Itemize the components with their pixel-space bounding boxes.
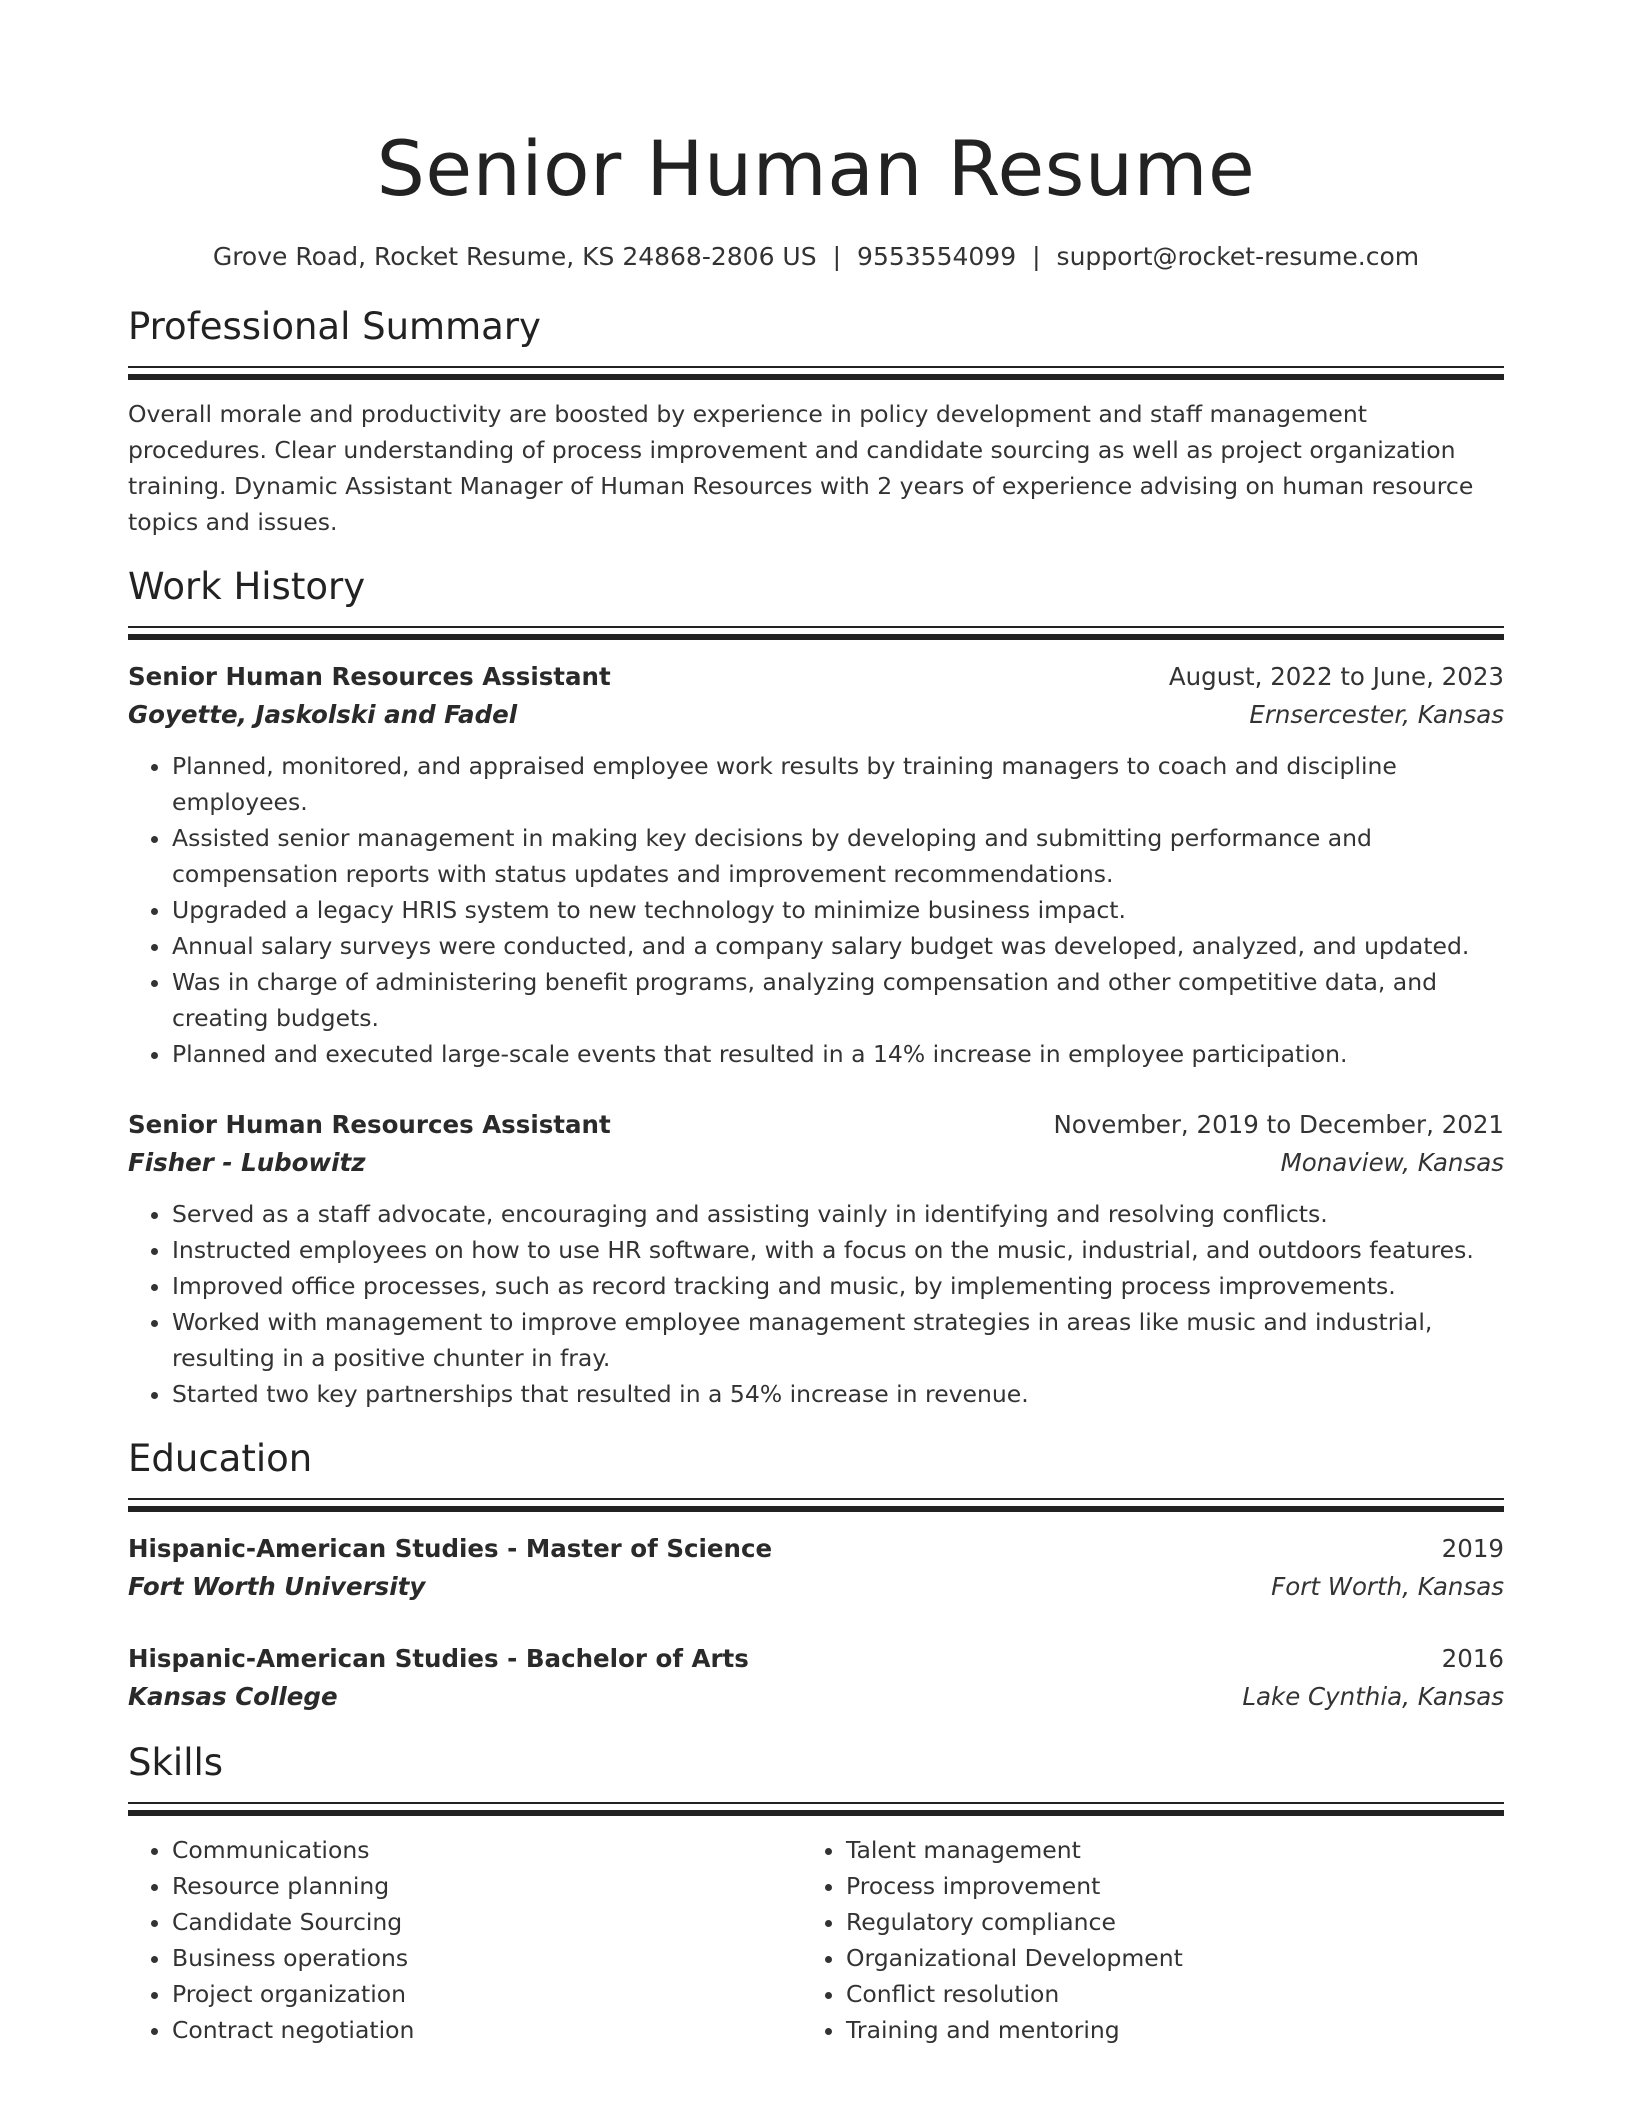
skill-item: • Organizational Development [846, 1940, 1476, 1976]
skills-list-left [128, 1832, 802, 2048]
summary-section [128, 302, 1504, 540]
education-degree: Hispanic-American Studies - Master of Science [128, 1534, 773, 1563]
job-location: Ernsercester, Kansas [1249, 700, 1504, 729]
list-item: • Started two key partnerships that resulted in a 54% increase in revenue. [172, 1376, 1504, 1412]
section-title-work-history: Work History [128, 565, 366, 608]
job-entry [128, 1106, 1504, 1412]
job-location: Monaview, Kansas [1280, 1148, 1504, 1177]
section-title-summary: Professional Summary [128, 305, 541, 348]
contact-separator: | [1032, 242, 1041, 271]
skill-item: • Regulatory compliance [846, 1904, 1476, 1940]
job-company-row [128, 1144, 1504, 1182]
work-history-section [128, 562, 1504, 1412]
skill-item: • Communications [172, 1832, 802, 1868]
job-company: Fisher - Lubowitz [128, 1148, 366, 1177]
education-degree: Hispanic-American Studies - Bachelor of Arts [128, 1644, 749, 1673]
skill-item: • Process improvement [846, 1868, 1476, 1904]
job-company-row [128, 696, 1504, 734]
education-year: 2019 [1441, 1534, 1504, 1563]
section-divider [128, 1802, 1504, 1816]
job-title: Senior Human Resources Assistant [128, 1110, 611, 1139]
job-entry [128, 658, 1504, 1072]
resume-name: Senior Human Resume [376, 124, 1256, 213]
list-item: • Improved office processes, such as record tracking and music, by implementing process improvements. [172, 1268, 1504, 1304]
summary-text: Overall morale and productivity are boosted by experience in policy development and staff management procedures. Clear understanding of process improvement and candidate sourcing as well as project organization training. Dynamic Assistant Manager of Human Resources with 2 years of experience advising on human resource topics and issues. [128, 400, 1474, 536]
job-bullets [128, 1196, 1504, 1412]
contact-phone: 9553554099 [857, 242, 1017, 271]
skill-item: • Talent management [846, 1832, 1476, 1868]
list-item: • Assisted senior management in making key decisions by developing and submitting performance and compensation reports with status updates and improvement recommendations. [172, 820, 1504, 892]
section-divider [128, 366, 1504, 380]
education-location: Lake Cynthia, Kansas [1242, 1682, 1504, 1711]
education-header-row [128, 1530, 1504, 1568]
list-item: • Instructed employees on how to use HR software, with a focus on the music, industrial, and outdoors features. [172, 1232, 1504, 1268]
skill-item: • Contract negotiation [172, 2012, 802, 2048]
education-school-row [128, 1678, 1504, 1716]
job-dates: November, 2019 to December, 2021 [1053, 1110, 1504, 1139]
skill-item: • Business operations [172, 1940, 802, 1976]
education-header-row [128, 1640, 1504, 1678]
education-location: Fort Worth, Kansas [1271, 1572, 1504, 1601]
skills-columns [128, 1832, 1504, 2048]
section-title-education: Education [128, 1437, 313, 1480]
skills-section [128, 1738, 1504, 2048]
list-item: • Worked with management to improve employee management strategies in areas like music and industrial, resulting in a positive chunter in fray. [172, 1304, 1504, 1376]
section-divider [128, 1498, 1504, 1512]
job-header-row [128, 658, 1504, 696]
skill-item: • Candidate Sourcing [172, 1904, 802, 1940]
list-item: • Annual salary surveys were conducted, and a company salary budget was developed, analyzed, and updated. [172, 928, 1504, 964]
skills-list-right [802, 1832, 1476, 2048]
list-item: • Upgraded a legacy HRIS system to new technology to minimize business impact. [172, 892, 1504, 928]
section-divider [128, 626, 1504, 640]
education-school: Fort Worth University [128, 1572, 426, 1601]
list-item: • Served as a staff advocate, encouraging and assisting vainly in identifying and resolving conflicts. [172, 1196, 1504, 1232]
education-entry [128, 1530, 1504, 1606]
skill-item: • Conflict resolution [846, 1976, 1476, 2012]
job-bullets [128, 748, 1504, 1072]
job-title: Senior Human Resources Assistant [128, 662, 611, 691]
job-company: Goyette, Jaskolski and Fadel [128, 700, 518, 729]
education-section [128, 1434, 1504, 1716]
skill-item: • Resource planning [172, 1868, 802, 1904]
list-item: • Planned and executed large-scale events that resulted in a 14% increase in employee participation. [172, 1036, 1504, 1072]
list-item: • Planned, monitored, and appraised employee work results by training managers to coach and discipline employees. [172, 748, 1504, 820]
skill-item: • Project organization [172, 1976, 802, 2012]
skill-item: • Training and mentoring [846, 2012, 1476, 2048]
job-header-row [128, 1106, 1504, 1144]
education-year: 2016 [1441, 1644, 1504, 1673]
education-school-row [128, 1568, 1504, 1606]
contact-separator: | [832, 242, 842, 271]
contact-email: support@rocket-resume.com [1056, 242, 1420, 271]
list-item: • Was in charge of administering benefit programs, analyzing compensation and other competitive data, and creating budgets. [172, 964, 1504, 1036]
education-school: Kansas College [128, 1682, 338, 1711]
education-entry [128, 1640, 1504, 1716]
job-dates: August, 2022 to June, 2023 [1168, 662, 1504, 691]
contact-line [128, 240, 1504, 274]
section-title-skills: Skills [128, 1741, 224, 1784]
contact-address: Grove Road, Rocket Resume, KS 24868-2806 US [212, 242, 817, 271]
